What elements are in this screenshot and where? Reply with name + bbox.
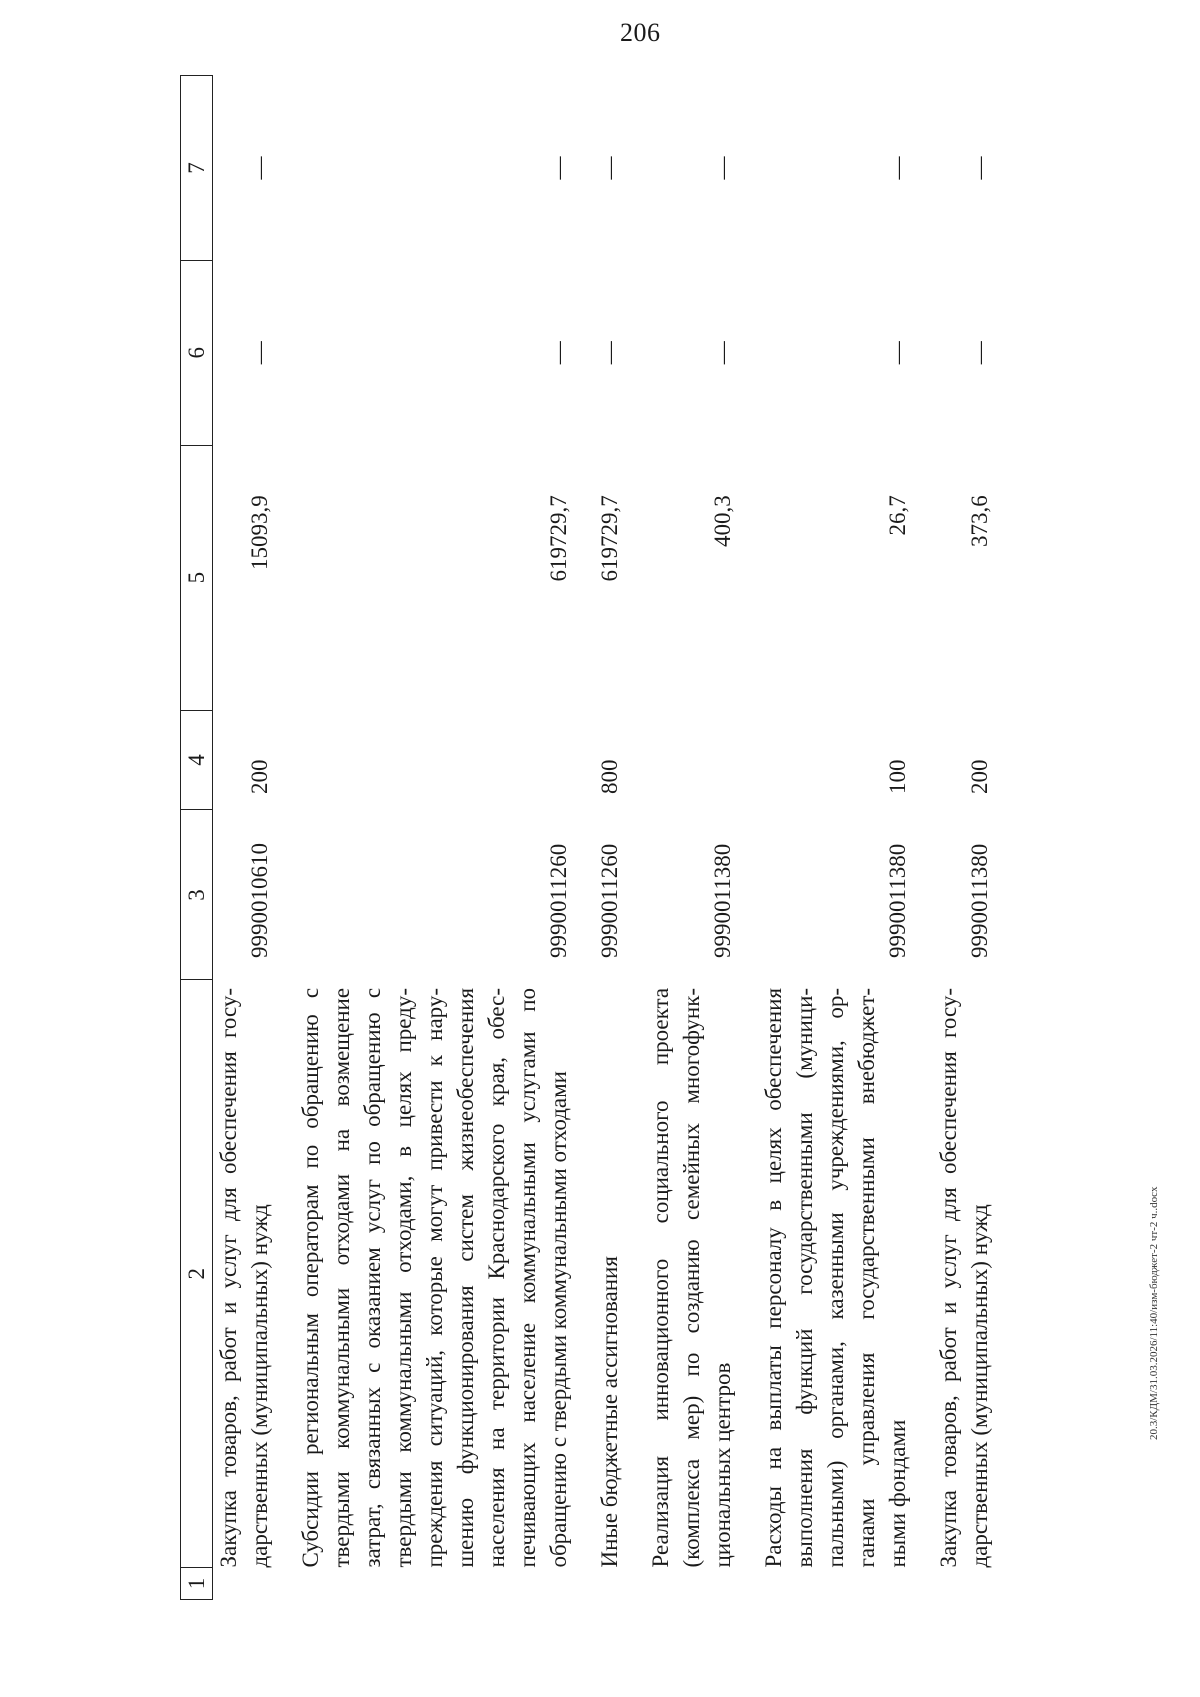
column-header-3: 3: [181, 810, 213, 980]
cell-amount: 373,6: [967, 495, 992, 547]
cell-col1: [295, 1568, 594, 1600]
cell-target-code: 9990011260: [597, 843, 622, 958]
cell-col7-dash: —: [710, 156, 735, 180]
description-line: Иные бюджетные ассигнования: [597, 1256, 622, 1568]
cell-amount: 15093,9: [247, 495, 272, 570]
cell-expense-type: 100: [885, 759, 910, 794]
description-line: печивающих население коммунальными услугами по: [515, 987, 540, 1568]
cell-description: [213, 980, 296, 1568]
cell-col6-dash: —: [546, 341, 571, 365]
column-header-4: 4: [181, 710, 213, 810]
description-line: Реализация инновационного социального проекта: [648, 987, 673, 1568]
cell-description: [295, 980, 594, 1568]
description-line: преждения ситуаций, которые могут привести к нару-: [422, 987, 447, 1568]
page-number: 206: [620, 18, 661, 47]
cell-target-code: 9990010610: [247, 842, 272, 958]
cell-col6-dash: —: [247, 341, 272, 365]
cell-amount: 619729,7: [546, 495, 571, 582]
cell-col6-dash: —: [597, 341, 622, 365]
description-line: населения на территории Краснодарского края, обес-: [484, 987, 509, 1568]
cell-expense-type: [645, 710, 758, 810]
cell-expense-type: 200: [247, 759, 272, 794]
column-header-2: 2: [181, 980, 213, 1568]
cell-target-code: 9990011380: [967, 843, 992, 958]
table-body: [213, 76, 1016, 1600]
footer-document-code: 20.3/КДМ/31.03.2026/11:40/изм-бюджет-2 чт-2 ч..docx: [1148, 1186, 1160, 1440]
table-row: [295, 76, 594, 1600]
cell-target-code: 9990011260: [546, 843, 571, 958]
description-line: обращению с твердыми коммунальными отходами: [546, 1071, 571, 1568]
description-line: ганами управления государственными внебюджет-: [854, 987, 879, 1568]
cell-col6-dash: —: [967, 341, 992, 365]
table-row: [594, 76, 645, 1600]
description-line: выполнения функций государственными (муници-: [792, 987, 817, 1568]
table-row: [645, 76, 758, 1600]
cell-description: [594, 980, 645, 1568]
cell-col7-dash: —: [885, 156, 910, 180]
description-line: твердыми коммунальными отходами, в целях преду-: [391, 987, 416, 1568]
column-header-5: 5: [181, 445, 213, 710]
table-row: [933, 76, 1015, 1600]
cell-target-code: 9990011380: [885, 843, 910, 958]
description-line: дарственных (муниципальных) нужд: [247, 1204, 272, 1568]
budget-table: [180, 75, 1015, 1600]
cell-description: [645, 980, 758, 1568]
cell-amount: 26,7: [885, 495, 910, 536]
description-line: дарственных (муниципальных) нужд: [967, 1204, 992, 1568]
cell-target-code: 9990011380: [710, 843, 735, 958]
cell-col7-dash: —: [247, 156, 272, 180]
description-line: пальными) органами, казенными учреждениями, ор-: [823, 987, 848, 1568]
description-line: Закупка товаров, работ и услуг для обеспечения госу-: [216, 987, 241, 1568]
cell-description: [758, 980, 933, 1568]
description-line: затрат, связанных с оказанием услуг по обращению с: [360, 987, 385, 1568]
cell-col1: [594, 1568, 645, 1600]
cell-col1: [758, 1568, 933, 1600]
budget-table-wrapper: [180, 75, 1180, 1600]
column-header-6: 6: [181, 260, 213, 445]
description-line: Закупка товаров, работ и услуг для обеспечения госу-: [936, 987, 961, 1568]
description-line: Субсидии региональным операторам по обращению с: [298, 987, 323, 1568]
cell-expense-type: 200: [967, 759, 992, 794]
table-header-row: [181, 76, 213, 1600]
description-line: циональных центров: [710, 1362, 735, 1568]
cell-amount: 619729,7: [597, 495, 622, 582]
cell-description: [933, 980, 1015, 1568]
cell-col6-dash: —: [710, 341, 735, 365]
table-row: [758, 76, 933, 1600]
cell-col1: [213, 1568, 296, 1600]
cell-col7-dash: —: [967, 156, 992, 180]
table-row: [213, 76, 296, 1600]
description-line: (комплекса мер) по созданию семейных многофунк-: [679, 987, 704, 1568]
cell-col7-dash: —: [546, 156, 571, 180]
description-line: шению функционирования систем жизнеобеспечения: [453, 987, 478, 1568]
column-header-1: 1: [181, 1568, 213, 1600]
description-line: ными фондами: [885, 1419, 910, 1568]
description-line: твердыми коммунальными отходами на возмещение: [329, 987, 354, 1568]
cell-col6-dash: —: [885, 341, 910, 365]
cell-col7-dash: —: [597, 156, 622, 180]
description-line: Расходы на выплаты персоналу в целях обеспечения: [761, 987, 786, 1568]
cell-expense-type: 800: [597, 759, 622, 794]
column-header-7: 7: [181, 76, 213, 261]
cell-amount: 400,3: [710, 495, 735, 547]
cell-col1: [933, 1568, 1015, 1600]
cell-expense-type: [295, 710, 594, 810]
cell-col1: [645, 1568, 758, 1600]
